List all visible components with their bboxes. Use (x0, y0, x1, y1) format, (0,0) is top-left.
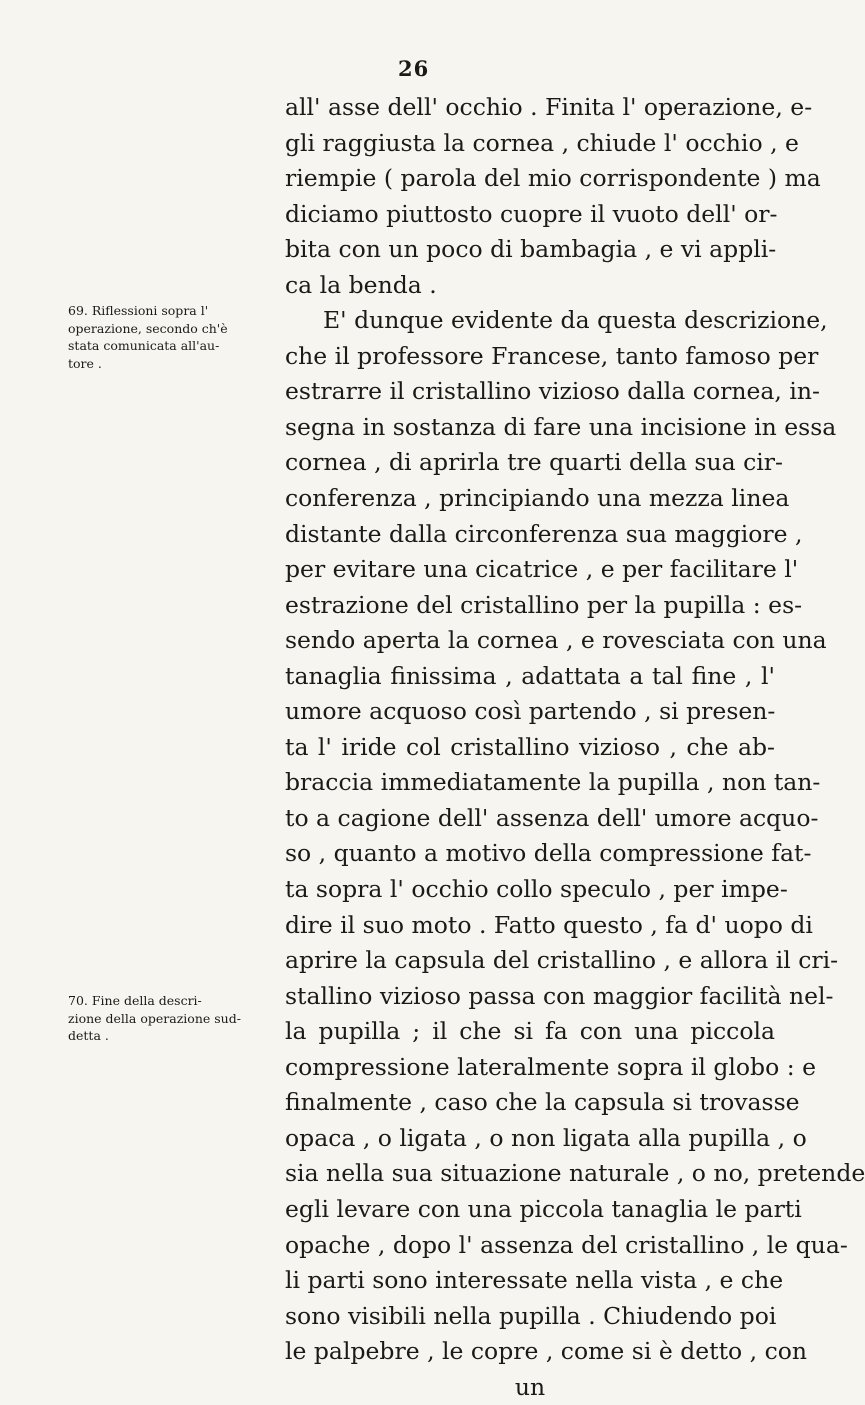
text-line: riempie ( parola del mio corrispondente ) ma (285, 164, 821, 193)
text-line: ca la benda . (285, 270, 437, 299)
text-line: to a cagione dell' assenza dell' umore acquo- (285, 803, 819, 832)
text-line: ta sopra l' occhio collo speculo , per impe- (285, 875, 788, 904)
text-line: compressione lateralmente sopra il globo : e (285, 1052, 816, 1081)
text-line: estrarre il cristallino vizioso dalla cornea, in- (285, 377, 820, 406)
text-line: un (514, 1372, 546, 1401)
text-line: la pupilla ; il che si fa con una piccola (285, 1017, 775, 1046)
margin-note-line: operazione, secondo ch'è (68, 320, 228, 336)
margin-note-line: 69. Riflessioni sopra l' (68, 303, 209, 318)
text-line: li parti sono interessate nella vista , e che (285, 1266, 784, 1295)
text-line: braccia immediatamente la pupilla , non tan- (285, 768, 821, 797)
text-line: cornea , di aprirla tre quarti della sua cir- (285, 448, 783, 477)
text-line: umore acquoso così partendo , si presen- (285, 697, 776, 726)
text-line: estrazione del cristallino per la pupilla : es- (285, 590, 803, 619)
text-line: sendo aperta la cornea , e rovesciata con una (285, 626, 827, 655)
text-line: tanaglia finissima , adattata a tal fine , l' (285, 661, 775, 690)
text-line: distante dalla circonferenza sua maggiore , (285, 519, 803, 548)
page-number: 26 (398, 56, 430, 81)
margin-note-line: tore . (68, 355, 102, 371)
text-line: che il professore Francese, tanto famoso per (285, 341, 819, 370)
body-text (285, 90, 865, 1405)
text-line: per evitare una cicatrice , e per facilitare l' (285, 555, 799, 584)
text-line: opaca , o ligata , o non ligata alla pupilla , o (285, 1123, 807, 1152)
text-line: sia nella sua situazione naturale , o no, pretende (285, 1159, 865, 1188)
text-line: gli raggiusta la cornea , chiude l' occhio , e (285, 128, 799, 157)
text-line: segna in sostanza di fare una incisione in essa (285, 412, 837, 441)
margin-note-line: stata comunicata all'au- (68, 338, 220, 353)
margin-note-line: zione della operazione sud- (68, 1010, 241, 1026)
text-line: E' dunque evidente da questa descrizione, (323, 306, 828, 335)
text-line: so , quanto a motivo della compressione fat- (285, 839, 812, 868)
text-line: aprire la capsula del cristallino , e allora il cri- (285, 946, 839, 975)
margin-note-line: detta . (68, 1028, 109, 1043)
text-line: sono visibili nella pupilla . Chiudendo poi (285, 1301, 777, 1330)
text-line: opache , dopo l' assenza del cristallino , le qua- (285, 1230, 848, 1259)
text-line: finalmente , caso che la capsula si trovasse (285, 1088, 800, 1117)
text-line: ta l' iride col cristallino vizioso , che ab- (285, 732, 775, 761)
text-line: bita con un poco di bambagia , e vi appli- (285, 235, 777, 264)
text-line: stallino vizioso passa con maggior facilità nel- (285, 981, 834, 1010)
margin-note-line: 70. Fine della descri- (68, 993, 202, 1008)
text-line: diciamo piuttosto cuopre il vuoto dell' or- (285, 199, 778, 228)
margin-note-69 (68, 302, 273, 372)
text-line: le palpebre , le copre , come si è detto , con (285, 1337, 808, 1366)
text-line: egli levare con una piccola tanaglia le parti (285, 1194, 802, 1223)
text-line: all' asse dell' occhio . Finita l' operazione, e- (285, 93, 813, 121)
text-line: conferenza , principiando una mezza linea (285, 484, 790, 513)
margin-note-70 (68, 992, 273, 1045)
text-line: dire il suo moto . Fatto questo , fa d' uopo di (285, 910, 813, 939)
